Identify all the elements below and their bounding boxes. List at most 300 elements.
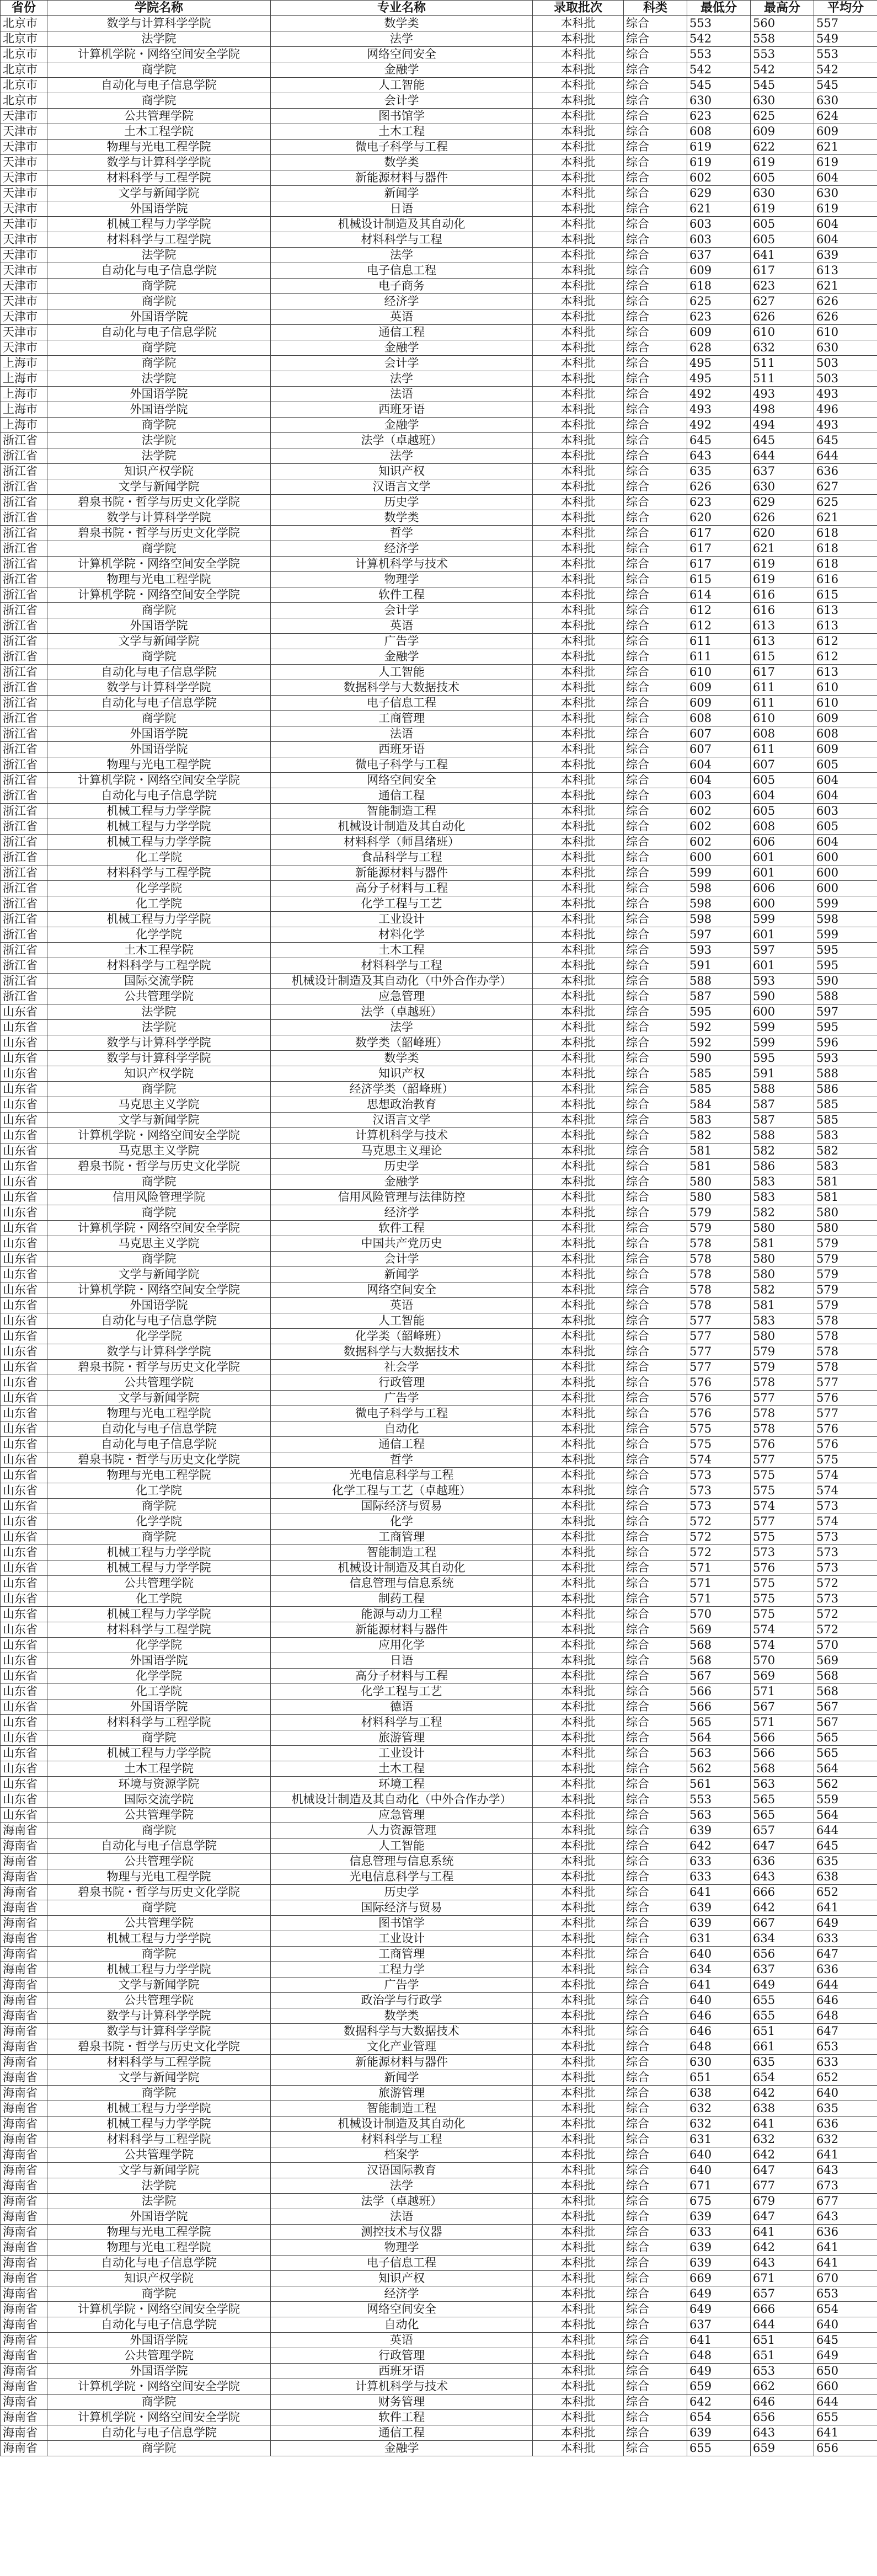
table-row bbox=[1, 2256, 877, 2271]
table-row bbox=[1, 263, 877, 279]
cell-major: 历史学 bbox=[271, 1885, 533, 1900]
cell-category: 综合 bbox=[624, 16, 687, 31]
cell-province: 山东省 bbox=[1, 1406, 47, 1421]
cell-college: 商学院 bbox=[47, 2286, 271, 2302]
cell-major: 会计学 bbox=[271, 356, 533, 371]
cell-category: 综合 bbox=[624, 1761, 687, 1777]
cell-major: 工程力学 bbox=[271, 1962, 533, 1978]
table-row bbox=[1, 557, 877, 572]
cell-category: 综合 bbox=[624, 2348, 687, 2364]
cell-college: 商学院 bbox=[47, 2086, 271, 2101]
cell-province: 浙江省 bbox=[1, 479, 47, 495]
cell-avg-score: 586 bbox=[814, 1082, 877, 1097]
cell-max-score: 654 bbox=[751, 2070, 814, 2086]
cell-category: 综合 bbox=[624, 649, 687, 665]
cell-province: 山东省 bbox=[1, 1452, 47, 1468]
cell-province: 山东省 bbox=[1, 1360, 47, 1375]
cell-college: 物理与光电工程学院 bbox=[47, 1406, 271, 1421]
cell-max-score: 573 bbox=[751, 1545, 814, 1560]
cell-major: 数学类 bbox=[271, 155, 533, 170]
cell-category: 综合 bbox=[624, 2286, 687, 2302]
cell-batch: 本科批 bbox=[533, 1746, 624, 1761]
cell-min-score: 572 bbox=[687, 1545, 751, 1560]
cell-avg-score: 557 bbox=[814, 16, 877, 31]
cell-avg-score: 613 bbox=[814, 263, 877, 279]
cell-batch: 本科批 bbox=[533, 711, 624, 726]
cell-batch: 本科批 bbox=[533, 1082, 624, 1097]
cell-avg-score: 624 bbox=[814, 109, 877, 124]
cell-major: 经济学 bbox=[271, 541, 533, 557]
cell-category: 综合 bbox=[624, 155, 687, 170]
cell-major: 工商管理 bbox=[271, 1530, 533, 1545]
cell-batch: 本科批 bbox=[533, 974, 624, 989]
table-row bbox=[1, 248, 877, 263]
cell-batch: 本科批 bbox=[533, 665, 624, 680]
cell-province: 浙江省 bbox=[1, 665, 47, 680]
cell-batch: 本科批 bbox=[533, 1004, 624, 1020]
cell-min-score: 638 bbox=[687, 2086, 751, 2101]
cell-major: 土木工程 bbox=[271, 943, 533, 958]
cell-batch: 本科批 bbox=[533, 804, 624, 819]
table-row bbox=[1, 1051, 877, 1066]
cell-max-score: 574 bbox=[751, 1499, 814, 1514]
cell-max-score: 560 bbox=[751, 16, 814, 31]
cell-max-score: 582 bbox=[751, 1282, 814, 1298]
table-row bbox=[1, 634, 877, 649]
cell-category: 综合 bbox=[624, 804, 687, 819]
cell-college: 公共管理学院 bbox=[47, 1916, 271, 1931]
table-row bbox=[1, 2410, 877, 2425]
cell-batch: 本科批 bbox=[533, 2225, 624, 2240]
cell-max-score: 667 bbox=[751, 1916, 814, 1931]
cell-batch: 本科批 bbox=[533, 418, 624, 433]
cell-avg-score: 618 bbox=[814, 526, 877, 541]
cell-min-score: 614 bbox=[687, 587, 751, 603]
cell-province: 海南省 bbox=[1, 2132, 47, 2147]
cell-batch: 本科批 bbox=[533, 371, 624, 387]
table-row bbox=[1, 1190, 877, 1205]
cell-max-score: 576 bbox=[751, 1560, 814, 1576]
table-row bbox=[1, 881, 877, 896]
cell-major: 哲学 bbox=[271, 526, 533, 541]
cell-avg-score: 608 bbox=[814, 726, 877, 742]
table-row bbox=[1, 279, 877, 294]
table-row bbox=[1, 912, 877, 927]
cell-min-score: 574 bbox=[687, 1452, 751, 1468]
cell-province: 浙江省 bbox=[1, 958, 47, 974]
table-row bbox=[1, 665, 877, 680]
table-row bbox=[1, 1962, 877, 1978]
table-row bbox=[1, 1236, 877, 1252]
cell-max-score: 553 bbox=[751, 47, 814, 62]
table-row bbox=[1, 1885, 877, 1900]
cell-province: 山东省 bbox=[1, 1066, 47, 1082]
table-row bbox=[1, 974, 877, 989]
cell-province: 山东省 bbox=[1, 1730, 47, 1746]
cell-college: 自动化与电子信息学院 bbox=[47, 1839, 271, 1854]
cell-category: 综合 bbox=[624, 773, 687, 788]
cell-major: 应急管理 bbox=[271, 1808, 533, 1823]
cell-max-score: 613 bbox=[751, 634, 814, 649]
cell-max-score: 580 bbox=[751, 1252, 814, 1267]
cell-province: 海南省 bbox=[1, 1900, 47, 1916]
cell-avg-score: 653 bbox=[814, 2039, 877, 2055]
cell-avg-score: 580 bbox=[814, 1221, 877, 1236]
cell-college: 外国语学院 bbox=[47, 1653, 271, 1669]
cell-batch: 本科批 bbox=[533, 1252, 624, 1267]
table-row bbox=[1, 1576, 877, 1591]
cell-major: 会计学 bbox=[271, 1252, 533, 1267]
cell-category: 综合 bbox=[624, 2070, 687, 2086]
cell-major: 材料科学与工程 bbox=[271, 2132, 533, 2147]
cell-avg-score: 670 bbox=[814, 2271, 877, 2286]
cell-max-score: 565 bbox=[751, 1792, 814, 1808]
cell-avg-score: 572 bbox=[814, 1576, 877, 1591]
cell-batch: 本科批 bbox=[533, 1329, 624, 1344]
cell-batch: 本科批 bbox=[533, 587, 624, 603]
table-row bbox=[1, 62, 877, 78]
table-body bbox=[1, 16, 877, 2456]
cell-min-score: 619 bbox=[687, 140, 751, 155]
cell-batch: 本科批 bbox=[533, 1282, 624, 1298]
cell-batch: 本科批 bbox=[533, 1421, 624, 1437]
cell-batch: 本科批 bbox=[533, 1375, 624, 1391]
cell-batch: 本科批 bbox=[533, 2240, 624, 2256]
table-row bbox=[1, 16, 877, 31]
cell-major: 电子商务 bbox=[271, 279, 533, 294]
cell-college: 法学院 bbox=[47, 248, 271, 263]
cell-max-score: 574 bbox=[751, 1622, 814, 1638]
cell-batch: 本科批 bbox=[533, 232, 624, 248]
cell-major: 广告学 bbox=[271, 1391, 533, 1406]
cell-province: 海南省 bbox=[1, 2209, 47, 2225]
cell-category: 综合 bbox=[624, 2117, 687, 2132]
cell-college: 马克思主义学院 bbox=[47, 1097, 271, 1113]
table-row bbox=[1, 1699, 877, 1715]
cell-college: 化工学院 bbox=[47, 1591, 271, 1607]
cell-category: 综合 bbox=[624, 1004, 687, 1020]
cell-province: 海南省 bbox=[1, 2364, 47, 2379]
table-row bbox=[1, 2117, 877, 2132]
table-row bbox=[1, 448, 877, 464]
cell-batch: 本科批 bbox=[533, 1916, 624, 1931]
cell-college: 文学与新闻学院 bbox=[47, 2163, 271, 2178]
table-row bbox=[1, 1761, 877, 1777]
cell-province: 浙江省 bbox=[1, 850, 47, 865]
cell-college: 材料科学与工程学院 bbox=[47, 1715, 271, 1730]
cell-max-score: 578 bbox=[751, 1375, 814, 1391]
cell-batch: 本科批 bbox=[533, 1638, 624, 1653]
cell-avg-score: 621 bbox=[814, 279, 877, 294]
cell-major: 工业设计 bbox=[271, 1746, 533, 1761]
cell-college: 化工学院 bbox=[47, 850, 271, 865]
cell-major: 物理学 bbox=[271, 2240, 533, 2256]
cell-category: 综合 bbox=[624, 1097, 687, 1113]
cell-college: 碧泉书院・哲学与历史文化学院 bbox=[47, 1360, 271, 1375]
cell-province: 山东省 bbox=[1, 1699, 47, 1715]
cell-category: 综合 bbox=[624, 788, 687, 804]
cell-avg-score: 579 bbox=[814, 1282, 877, 1298]
table-row bbox=[1, 47, 877, 62]
cell-college: 数学与计算科学学院 bbox=[47, 155, 271, 170]
cell-category: 综合 bbox=[624, 1530, 687, 1545]
cell-college: 数学与计算科学学院 bbox=[47, 1344, 271, 1360]
cell-max-score: 582 bbox=[751, 1143, 814, 1159]
cell-max-score: 579 bbox=[751, 1360, 814, 1375]
cell-college: 计算机学院・网络空间安全学院 bbox=[47, 587, 271, 603]
cell-min-score: 612 bbox=[687, 618, 751, 634]
cell-major: 日语 bbox=[271, 1653, 533, 1669]
cell-min-score: 581 bbox=[687, 1143, 751, 1159]
table-row bbox=[1, 541, 877, 557]
cell-max-score: 571 bbox=[751, 1684, 814, 1699]
table-row bbox=[1, 1869, 877, 1885]
cell-college: 自动化与电子信息学院 bbox=[47, 1437, 271, 1452]
cell-college: 计算机学院・网络空间安全学院 bbox=[47, 2410, 271, 2425]
cell-batch: 本科批 bbox=[533, 78, 624, 93]
cell-college: 商学院 bbox=[47, 1174, 271, 1190]
cell-college: 计算机学院・网络空间安全学院 bbox=[47, 2302, 271, 2317]
cell-min-score: 633 bbox=[687, 2225, 751, 2240]
cell-category: 综合 bbox=[624, 2271, 687, 2286]
cell-avg-score: 604 bbox=[814, 835, 877, 850]
cell-major: 软件工程 bbox=[271, 1221, 533, 1236]
cell-major: 汉语言文学 bbox=[271, 479, 533, 495]
cell-province: 海南省 bbox=[1, 2086, 47, 2101]
cell-avg-score: 630 bbox=[814, 186, 877, 201]
cell-major: 西班牙语 bbox=[271, 402, 533, 418]
cell-max-score: 493 bbox=[751, 387, 814, 402]
cell-college: 文学与新闻学院 bbox=[47, 1391, 271, 1406]
cell-category: 综合 bbox=[624, 109, 687, 124]
cell-college: 化学学院 bbox=[47, 927, 271, 943]
cell-province: 山东省 bbox=[1, 1051, 47, 1066]
cell-major: 金融学 bbox=[271, 418, 533, 433]
cell-major: 社会学 bbox=[271, 1360, 533, 1375]
cell-max-score: 626 bbox=[751, 309, 814, 325]
cell-batch: 本科批 bbox=[533, 1437, 624, 1452]
cell-batch: 本科批 bbox=[533, 1869, 624, 1885]
cell-batch: 本科批 bbox=[533, 2256, 624, 2271]
cell-batch: 本科批 bbox=[533, 1051, 624, 1066]
cell-college: 数学与计算科学学院 bbox=[47, 1051, 271, 1066]
cell-province: 海南省 bbox=[1, 1978, 47, 1993]
table-row bbox=[1, 2101, 877, 2117]
cell-category: 综合 bbox=[624, 479, 687, 495]
table-row bbox=[1, 2132, 877, 2147]
cell-min-score: 640 bbox=[687, 1947, 751, 1962]
header-row bbox=[1, 1, 877, 16]
cell-major: 历史学 bbox=[271, 1159, 533, 1174]
cell-max-score: 583 bbox=[751, 1190, 814, 1205]
table-row bbox=[1, 1128, 877, 1143]
cell-batch: 本科批 bbox=[533, 1267, 624, 1282]
cell-college: 商学院 bbox=[47, 279, 271, 294]
cell-major: 机械设计制造及其自动化（中外合作办学） bbox=[271, 974, 533, 989]
cell-min-score: 578 bbox=[687, 1236, 751, 1252]
cell-min-score: 620 bbox=[687, 510, 751, 526]
cell-min-score: 604 bbox=[687, 757, 751, 773]
table-row bbox=[1, 943, 877, 958]
cell-college: 商学院 bbox=[47, 1252, 271, 1267]
cell-major: 数学类 bbox=[271, 16, 533, 31]
cell-province: 海南省 bbox=[1, 2024, 47, 2039]
cell-max-score: 574 bbox=[751, 1638, 814, 1653]
cell-province: 山东省 bbox=[1, 1468, 47, 1483]
table-row bbox=[1, 1035, 877, 1051]
cell-avg-score: 565 bbox=[814, 1746, 877, 1761]
cell-batch: 本科批 bbox=[533, 541, 624, 557]
cell-avg-score: 610 bbox=[814, 696, 877, 711]
cell-college: 化学学院 bbox=[47, 1638, 271, 1653]
cell-min-score: 588 bbox=[687, 974, 751, 989]
cell-batch: 本科批 bbox=[533, 726, 624, 742]
cell-major: 法学 bbox=[271, 248, 533, 263]
cell-batch: 本科批 bbox=[533, 1560, 624, 1576]
cell-max-score: 659 bbox=[751, 2441, 814, 2456]
cell-avg-score: 493 bbox=[814, 418, 877, 433]
cell-college: 碧泉书院・哲学与历史文化学院 bbox=[47, 526, 271, 541]
cell-max-score: 651 bbox=[751, 2024, 814, 2039]
cell-batch: 本科批 bbox=[533, 757, 624, 773]
cell-province: 海南省 bbox=[1, 2379, 47, 2395]
cell-province: 海南省 bbox=[1, 1931, 47, 1947]
cell-min-score: 545 bbox=[687, 78, 751, 93]
table-row bbox=[1, 1020, 877, 1035]
cell-province: 浙江省 bbox=[1, 742, 47, 757]
cell-max-score: 601 bbox=[751, 865, 814, 881]
cell-avg-score: 553 bbox=[814, 47, 877, 62]
cell-category: 综合 bbox=[624, 2194, 687, 2209]
cell-min-score: 591 bbox=[687, 958, 751, 974]
cell-batch: 本科批 bbox=[533, 819, 624, 835]
cell-max-score: 655 bbox=[751, 1993, 814, 2008]
cell-avg-score: 644 bbox=[814, 2395, 877, 2410]
cell-college: 商学院 bbox=[47, 2441, 271, 2456]
cell-major: 广告学 bbox=[271, 634, 533, 649]
cell-province: 海南省 bbox=[1, 2101, 47, 2117]
cell-avg-score: 633 bbox=[814, 2055, 877, 2070]
cell-major: 国际经济与贸易 bbox=[271, 1900, 533, 1916]
cell-batch: 本科批 bbox=[533, 93, 624, 109]
cell-max-score: 621 bbox=[751, 541, 814, 557]
cell-min-score: 578 bbox=[687, 1298, 751, 1313]
cell-college: 材料科学与工程学院 bbox=[47, 2132, 271, 2147]
cell-college: 外国语学院 bbox=[47, 1298, 271, 1313]
table-row bbox=[1, 2024, 877, 2039]
cell-category: 综合 bbox=[624, 1978, 687, 1993]
cell-major: 法学 bbox=[271, 371, 533, 387]
cell-college: 外国语学院 bbox=[47, 309, 271, 325]
cell-province: 浙江省 bbox=[1, 804, 47, 819]
table-row bbox=[1, 757, 877, 773]
cell-min-score: 580 bbox=[687, 1174, 751, 1190]
cell-max-score: 607 bbox=[751, 757, 814, 773]
cell-max-score: 606 bbox=[751, 835, 814, 850]
cell-batch: 本科批 bbox=[533, 2117, 624, 2132]
cell-college: 外国语学院 bbox=[47, 742, 271, 757]
cell-province: 天津市 bbox=[1, 124, 47, 140]
cell-college: 商学院 bbox=[47, 62, 271, 78]
cell-major: 思想政治教育 bbox=[271, 1097, 533, 1113]
cell-min-score: 583 bbox=[687, 1113, 751, 1128]
cell-max-score: 578 bbox=[751, 1421, 814, 1437]
cell-college: 机械工程与力学学院 bbox=[47, 819, 271, 835]
cell-province: 浙江省 bbox=[1, 835, 47, 850]
cell-batch: 本科批 bbox=[533, 2302, 624, 2317]
table-row bbox=[1, 2425, 877, 2441]
cell-category: 综合 bbox=[624, 31, 687, 47]
cell-major: 法学 bbox=[271, 448, 533, 464]
cell-category: 综合 bbox=[624, 1916, 687, 1931]
cell-batch: 本科批 bbox=[533, 2132, 624, 2147]
cell-avg-score: 605 bbox=[814, 819, 877, 835]
cell-max-score: 579 bbox=[751, 1344, 814, 1360]
cell-major: 网络空间安全 bbox=[271, 773, 533, 788]
cell-college: 外国语学院 bbox=[47, 618, 271, 634]
cell-major: 数学类 bbox=[271, 1051, 533, 1066]
cell-batch: 本科批 bbox=[533, 2101, 624, 2117]
table-row bbox=[1, 1252, 877, 1267]
cell-major: 图书馆学 bbox=[271, 1916, 533, 1931]
cell-category: 综合 bbox=[624, 124, 687, 140]
cell-category: 综合 bbox=[624, 541, 687, 557]
cell-min-score: 646 bbox=[687, 2024, 751, 2039]
cell-category: 综合 bbox=[624, 974, 687, 989]
cell-min-score: 569 bbox=[687, 1622, 751, 1638]
table-row bbox=[1, 1545, 877, 1560]
cell-college: 碧泉书院・哲学与历史文化学院 bbox=[47, 1452, 271, 1468]
table-row bbox=[1, 649, 877, 665]
cell-major: 档案学 bbox=[271, 2147, 533, 2163]
cell-province: 海南省 bbox=[1, 2410, 47, 2425]
cell-college: 文学与新闻学院 bbox=[47, 186, 271, 201]
cell-min-score: 577 bbox=[687, 1344, 751, 1360]
cell-major: 金融学 bbox=[271, 62, 533, 78]
table-row bbox=[1, 773, 877, 788]
cell-college: 法学院 bbox=[47, 1020, 271, 1035]
cell-avg-score: 503 bbox=[814, 371, 877, 387]
table-row bbox=[1, 371, 877, 387]
cell-category: 综合 bbox=[624, 2147, 687, 2163]
cell-avg-score: 644 bbox=[814, 448, 877, 464]
cell-province: 海南省 bbox=[1, 2348, 47, 2364]
table-row bbox=[1, 2271, 877, 2286]
cell-max-score: 637 bbox=[751, 464, 814, 479]
cell-max-score: 587 bbox=[751, 1113, 814, 1128]
cell-avg-score: 604 bbox=[814, 773, 877, 788]
cell-avg-score: 493 bbox=[814, 387, 877, 402]
cell-avg-score: 641 bbox=[814, 1900, 877, 1916]
cell-major: 数据科学与大数据技术 bbox=[271, 680, 533, 696]
cell-batch: 本科批 bbox=[533, 1993, 624, 2008]
cell-max-score: 575 bbox=[751, 1591, 814, 1607]
cell-province: 海南省 bbox=[1, 2286, 47, 2302]
cell-batch: 本科批 bbox=[533, 464, 624, 479]
cell-category: 综合 bbox=[624, 2240, 687, 2256]
cell-avg-score: 603 bbox=[814, 804, 877, 819]
cell-college: 计算机学院・网络空间安全学院 bbox=[47, 773, 271, 788]
cell-max-score: 599 bbox=[751, 912, 814, 927]
cell-college: 计算机学院・网络空间安全学院 bbox=[47, 2379, 271, 2395]
cell-max-score: 609 bbox=[751, 124, 814, 140]
table-row bbox=[1, 1221, 877, 1236]
cell-province: 海南省 bbox=[1, 2194, 47, 2209]
cell-category: 综合 bbox=[624, 1468, 687, 1483]
cell-max-score: 617 bbox=[751, 665, 814, 680]
cell-avg-score: 643 bbox=[814, 2209, 877, 2225]
table-row bbox=[1, 2178, 877, 2194]
